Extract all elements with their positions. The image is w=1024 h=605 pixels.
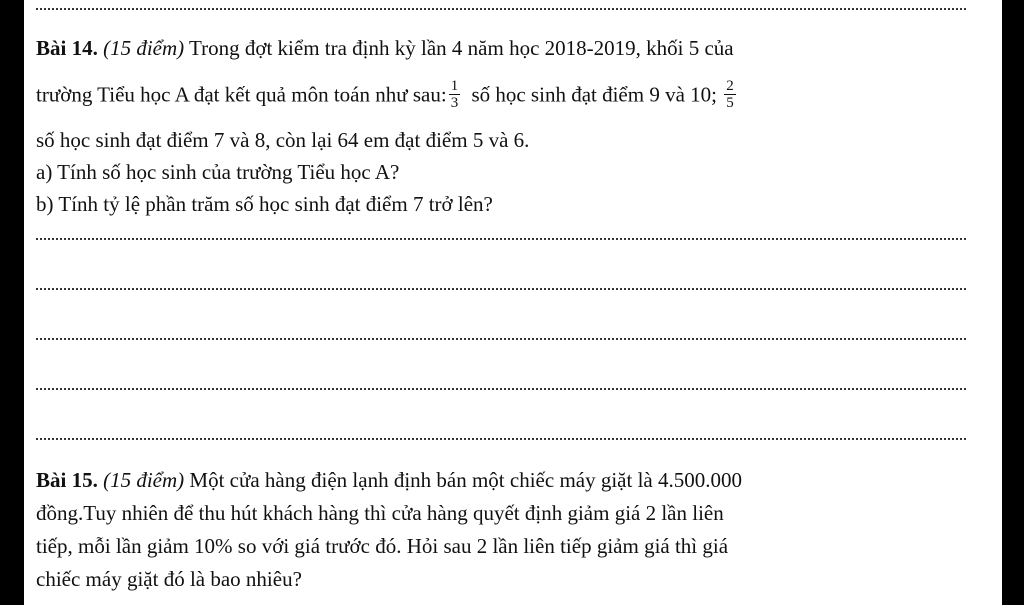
fraction-one-third (449, 78, 461, 111)
problem15-line3: tiếp, mỗi lần giảm 10% so với giá trước đó. Hỏi sau 2 lần liên tiếp giảm giá thì giá (36, 534, 729, 558)
problem14-line2-text-a: trường Tiểu học A đạt kết quả môn toán như sau: (36, 82, 447, 107)
problem15-points: (15 điểm) (103, 468, 185, 492)
problem14-question-b: b) Tính tỷ lệ phần trăm số học sinh đạt điểm 7 trở lên? (36, 192, 493, 216)
fraction1-denominator: 3 (450, 95, 459, 111)
problem14-line2 (36, 80, 742, 113)
fraction1-numerator: 1 (450, 78, 459, 94)
answer-dotted-line-5 (36, 438, 966, 440)
answer-dotted-line-1 (36, 238, 966, 240)
fraction-two-fifths (724, 78, 736, 111)
problem14-question-a: a) Tính số học sinh của trường Tiểu học A? (36, 160, 400, 184)
answer-dotted-line-3 (36, 338, 966, 340)
problem15-line1-text: Một cửa hàng điện lạnh định bán một chiếc máy giặt là 4.500.000 (184, 468, 742, 492)
worksheet-page (24, 0, 1002, 605)
problem14-points: (15 điểm) (103, 36, 185, 60)
answer-dotted-line-2 (36, 288, 966, 290)
problem15-line4: chiếc máy giặt đó là bao nhiêu? (36, 567, 302, 591)
answer-dotted-line-top (36, 8, 966, 10)
answer-dotted-line-4 (36, 388, 966, 390)
problem14-line3: số học sinh đạt điểm 7 và 8, còn lại 64 em đạt điểm 5 và 6. (36, 128, 530, 152)
problem15-title: Bài 15. (36, 468, 98, 492)
problem14-title: Bài 14. (36, 36, 98, 60)
fraction2-denominator: 5 (726, 95, 734, 111)
problem14-line2-text-b: số học sinh đạt điểm 9 và 10; (466, 82, 717, 107)
problem15-line2: đồng.Tuy nhiên để thu hút khách hàng thì cửa hàng quyết định giảm giá 2 lần liên (36, 501, 724, 525)
problem14-line1-text: Trong đợt kiểm tra định kỳ lần 4 năm học 2018-2019, khối 5 của (184, 36, 734, 60)
problem14-line1 (36, 34, 734, 62)
fraction2-numerator: 2 (726, 78, 734, 94)
problem15-line1 (36, 466, 742, 494)
